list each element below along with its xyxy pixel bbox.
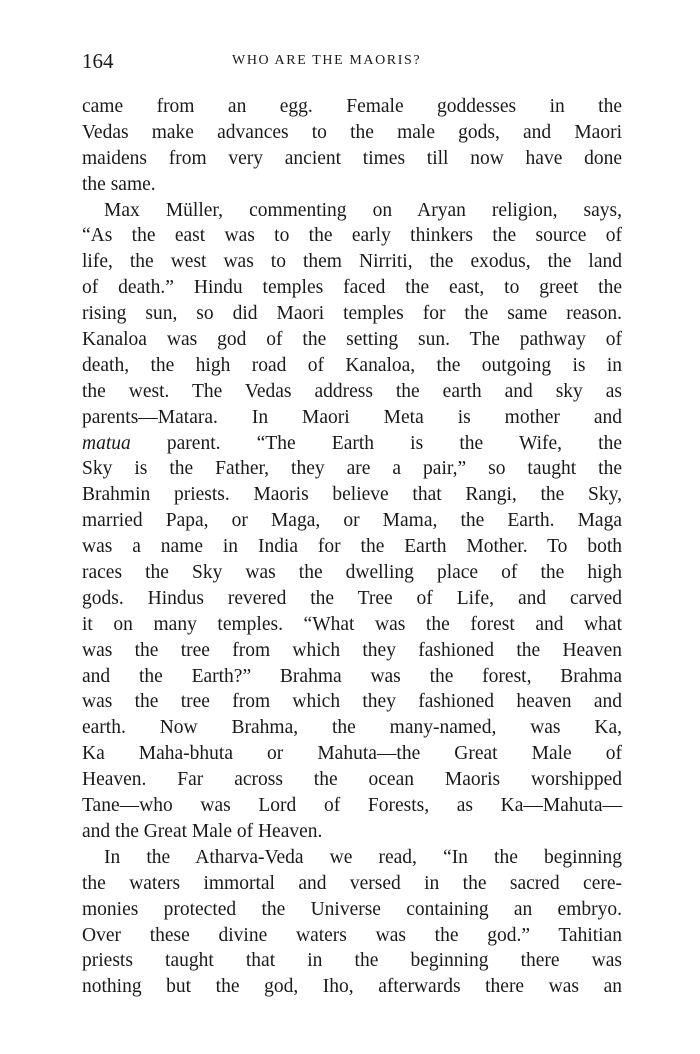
text-line: Ka Maha-bhuta or Mahuta—the Great Male of <box>82 743 622 765</box>
body-text <box>82 94 622 1000</box>
text-line: Kanaloa was god of the setting sun. The pathway of <box>82 329 622 351</box>
text-line: of death.” Hindu temples faced the east, to greet the <box>82 277 622 299</box>
running-head <box>82 48 622 74</box>
text-line: married Papa, or Maga, or Mama, the Earth. Maga <box>82 510 622 532</box>
text-line: gods. Hindus revered the Tree of Life, and carved <box>82 587 622 609</box>
text-line: maidens from very ancient times till now have done <box>82 147 622 169</box>
text-line: Vedas make advances to the male gods, and Maori <box>82 121 622 143</box>
text-line: Tane—who was Lord of Forests, as Ka—Mahuta— <box>82 795 622 817</box>
text-line: monies protected the Universe containing an embryo. <box>82 898 622 920</box>
text-line: rising sun, so did Maori temples for the same reason. <box>82 303 622 325</box>
text-line: “As the east was to the early thinkers the source of <box>82 225 622 247</box>
paragraph-start-line: Max Müller, commenting on Aryan religion, says, <box>104 199 622 221</box>
text-line: the west. The Vedas address the earth and sky as <box>82 380 622 402</box>
text-line: Sky is the Father, they are a pair,” so taught the <box>82 458 622 480</box>
text-line: came from an egg. Female goddesses in the <box>82 96 622 117</box>
text-line: was a name in India for the Earth Mother. To both <box>82 536 622 558</box>
text-line: parents—Matara. In Maori Meta is mother and <box>82 406 622 428</box>
text-line: and the Earth?” Brahma was the forest, Brahma <box>82 665 622 687</box>
text-line: nothing but the god, Iho, afterwards there was an <box>82 976 622 998</box>
paragraph-end-line: the same. <box>82 173 156 195</box>
text-line: death, the high road of Kanaloa, the outgoing is in <box>82 354 622 376</box>
page-number: 164 <box>82 49 114 73</box>
text-line: life, the west was to them Nirriti, the exodus, the land <box>82 251 622 273</box>
text-line: races the Sky was the dwelling place of the high <box>82 562 622 584</box>
text-line: Over these divine waters was the god.” Tahitian <box>82 924 622 946</box>
text-line: Heaven. Far across the ocean Maoris worshipped <box>82 769 622 791</box>
text-line: was the tree from which they fashioned heaven and <box>82 691 622 713</box>
text-line: Brahmin priests. Maoris believe that Rangi, the Sky, <box>82 484 622 506</box>
text-line: priests taught that in the beginning there was <box>82 950 622 972</box>
text-line: it on many temples. “What was the forest and what <box>82 613 622 635</box>
text-line: the waters immortal and versed in the sacred cere- <box>82 872 622 894</box>
paragraph-end-line: and the Great Male of Heaven. <box>82 820 323 842</box>
text-line: earth. Now Brahma, the many-named, was Ka, <box>82 717 622 739</box>
text-line-italic-lead: matua parent. “The Earth is the Wife, the <box>82 432 622 454</box>
running-title: WHO ARE THE MAORIS? <box>232 53 422 68</box>
paragraph-start-line: In the Atharva-Veda we read, “In the beginning <box>104 846 622 868</box>
text-line: was the tree from which they fashioned the Heaven <box>82 639 622 661</box>
